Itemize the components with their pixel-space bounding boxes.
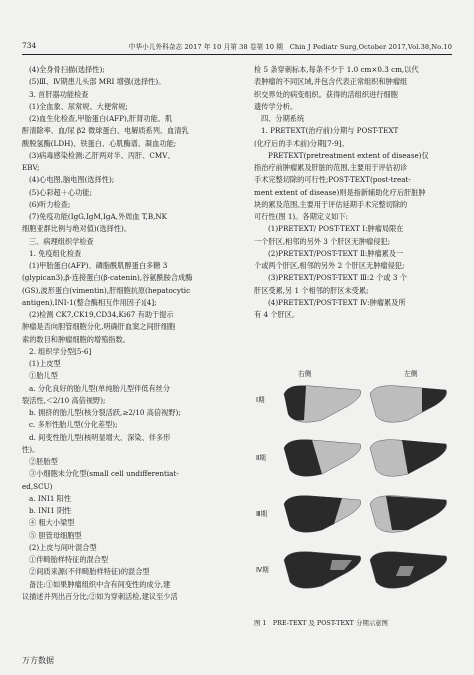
text-line: 个或两个肝区,相邻的另外 2 个肝区无肿瘤侵犯; <box>254 261 405 270</box>
text-line: ①胎儿型 <box>29 371 58 381</box>
liver-diagram <box>284 552 361 589</box>
text-line: 性)。 <box>22 444 40 454</box>
text-line: ②间质来源(不伴畸胎样特征)的混合型 <box>29 567 150 577</box>
text-line: b. 拥挤的胎儿型(核分裂活跃,≥2/10 高倍视野); <box>29 408 181 417</box>
liver-diagram <box>370 552 447 589</box>
text-line: 遗传学分析。 <box>254 101 298 111</box>
stage-label: Ⅳ期 <box>256 566 269 574</box>
liver-diagram <box>370 440 447 477</box>
text-line: (1)上皮型 <box>29 359 61 368</box>
text-line: 酸脱氢酶(LDH)、铁蛋白、心肌酶谱、凝血功能; <box>22 138 177 148</box>
text-line: (2)血生化检查,甲胎蛋白(AFP),肝肾功能、肌 <box>29 114 173 123</box>
figure-caption: 图 1 PRE-TEXT 及 POST-TEXT 分期示意图 <box>254 619 388 627</box>
text-line: (2)PRETEXT/POST-TEXT Ⅱ:肿瘤累及一 <box>268 248 404 258</box>
liver-diagram <box>284 496 361 533</box>
text-line: 肿瘤是否向胆管细胞分化,明确肝血窦之间肝细胞 <box>22 322 176 332</box>
text-line: 块的累及范围,主要用于评估延期手术完整切除的 <box>254 199 408 209</box>
text-line: 手术完整切除的可行性;POST-TEXT(post-treat- <box>254 175 411 185</box>
text-line: antigen),INI-1(整合酶相互作用因子)[4]; <box>22 297 157 307</box>
text-line: (2)上皮与间叶混合型 <box>29 542 97 552</box>
running-head: 中华小儿外科杂志 2017 年 10 月第 38 卷第 10 期 Chin J Pediatr Surg,October 2017,Vol.38,No.10 <box>128 43 452 51</box>
section-heading: 三、病理组织学检查 <box>29 236 94 246</box>
text-line: 肝区受累,另 1 个相邻的肝区未受累; <box>254 285 369 295</box>
text-line: (glypican3),β-连接蛋白(β-catenin),谷氨酰胺合成酶 <box>22 273 193 283</box>
text-line: (GS),波形蛋白(vimentin),肝细胞抗原(hepatocytic <box>22 285 191 295</box>
text-line: 细胞亚群比例与绝对值)(选择性)。 <box>22 224 132 234</box>
text-line: (1)PRETEXT/ POST-TEXT Ⅰ:肿瘤局限在 <box>268 224 404 234</box>
text-line: 检 5 条穿刺标本,每条不少于 1.0 cm×0.3 cm,以代 <box>254 65 419 74</box>
text-line: 议描述并列出百分比;②如为穿刺活检,建议至少活 <box>22 591 178 601</box>
text-line: (1)甲胎蛋白(AFP)、磷脂酰肌醇蛋白多糖 3 <box>29 261 168 270</box>
stage-label: Ⅲ期 <box>256 510 268 518</box>
text-line: (3)PRETEXT/POST-TEXT Ⅲ:2 个或 3 个 <box>268 273 407 283</box>
section-heading: 1. PRETEXT(治疗前)分期与 POST-TEXT <box>261 126 399 136</box>
text-line: b. INI1 阴性 <box>29 506 72 515</box>
text-line: (2)检测 CK7,CK19,CD34,Ki67 有助于提示 <box>29 310 174 319</box>
text-line: (化疗后的手术前)分期[7-9]。 <box>254 138 349 148</box>
text-line: 一个肝区,相邻的另外 3 个肝区无肿瘤侵犯; <box>254 236 391 246</box>
text-line: 指治疗前肿瘤累及肝脏的范围,主要用于评估初诊 <box>254 163 408 172</box>
figure-left-side-label: 左侧 <box>404 370 418 378</box>
stage-1-liver-diagrams <box>282 380 448 430</box>
text-line: 备注:①如果肿瘤组织中含有间变性的成分,建 <box>29 579 171 589</box>
section-heading: 1. 免疫组化检查 <box>29 248 82 258</box>
text-line: 可行性(图 1)。各期定义如下: <box>254 212 348 221</box>
section-heading: 2. 组织学分型[5-6] <box>29 346 92 356</box>
page-number: 734 <box>22 41 37 50</box>
text-line: ②胚胎型 <box>29 457 58 466</box>
text-line: ④ 粗大小梁型 <box>29 518 75 528</box>
text-line: 表肿瘤的不同区域,并包含代表正常组织和肿瘤组 <box>254 77 408 87</box>
stage-label: Ⅰ期 <box>256 396 265 404</box>
section-heading: 3. 首肝器功能检查 <box>29 89 89 99</box>
text-line: a. INI1 阳性 <box>29 493 72 503</box>
text-line: ①伴畸胎样特征的混合型 <box>29 555 109 564</box>
staging-figure <box>254 368 450 614</box>
source-footer: 万方数据 <box>22 656 54 665</box>
stage-2-liver-diagrams <box>282 434 448 484</box>
liver-diagram <box>284 386 361 423</box>
text-line: 裂活性,＜2/10 高倍视野); <box>22 395 106 405</box>
text-line: ment extent of disease)则是指新辅助化疗后肝脏肿 <box>254 187 426 197</box>
text-line: (5)心彩超＋心功能; <box>29 187 92 197</box>
text-line: ed,SCU) <box>22 481 53 491</box>
text-line: EBV; <box>22 163 40 172</box>
text-line: ③小细胞未分化型(small cell undifferentiat- <box>29 469 179 479</box>
right-column <box>254 64 450 321</box>
section-heading: 四、分期系统 <box>261 114 305 123</box>
liver-diagram <box>370 386 447 423</box>
figure-right-side-label: 右侧 <box>298 370 312 378</box>
stage-label: Ⅱ期 <box>256 454 266 462</box>
text-line: 织交界处的病变组织。获得的活组织进行细胞 <box>254 89 398 99</box>
text-line: PRETEXT(pretreatment extent of disease)仅 <box>268 150 429 160</box>
text-line: 酐清除率、血/尿 β2 微球蛋白、电解质系列、血清乳 <box>22 126 189 136</box>
text-line: (7)免疫功能(IgG,IgM,IgA,外周血 T,B,NK <box>29 212 168 221</box>
text-line: ⑤ 胆管母细胞型 <box>29 530 82 540</box>
text-line: (4)心电图,脑电图(选择性); <box>29 175 115 185</box>
left-column <box>22 64 238 603</box>
text-line: (4)PRETEXT/POST-TEXT Ⅳ:肿瘤累及所 <box>268 297 406 307</box>
text-line: (4)全身骨扫描(选择性); <box>29 65 105 74</box>
text-line: (5)Ⅲ、Ⅳ期患儿头部 MRI 增强(选择性)。 <box>29 77 166 87</box>
text-line: 索的数目和肿瘤细胞的增殖指数。 <box>22 334 130 344</box>
text-line: d. 间变性胎儿型(核明显增大、深染、伴多形 <box>29 432 171 442</box>
text-line: c. 多形性胎儿型(分化差型); <box>29 420 118 430</box>
stage-3-liver-diagrams <box>282 490 448 540</box>
liver-diagram <box>284 440 361 477</box>
text-line: 有 4 个肝区。 <box>254 310 300 319</box>
text-line: (3)病毒感染检测:乙肝两对半、丙肝、CMV、 <box>29 150 175 160</box>
text-line: (6)听力检查; <box>29 199 71 209</box>
liver-diagram <box>370 496 447 533</box>
text-line: a. 分化良好的胎儿型(单纯胎儿型伴低有丝分 <box>29 383 171 393</box>
stage-4-liver-diagrams <box>282 546 448 596</box>
header-rule <box>22 54 452 55</box>
text-line: (1)全血象、尿常规、大便常规; <box>29 101 128 111</box>
